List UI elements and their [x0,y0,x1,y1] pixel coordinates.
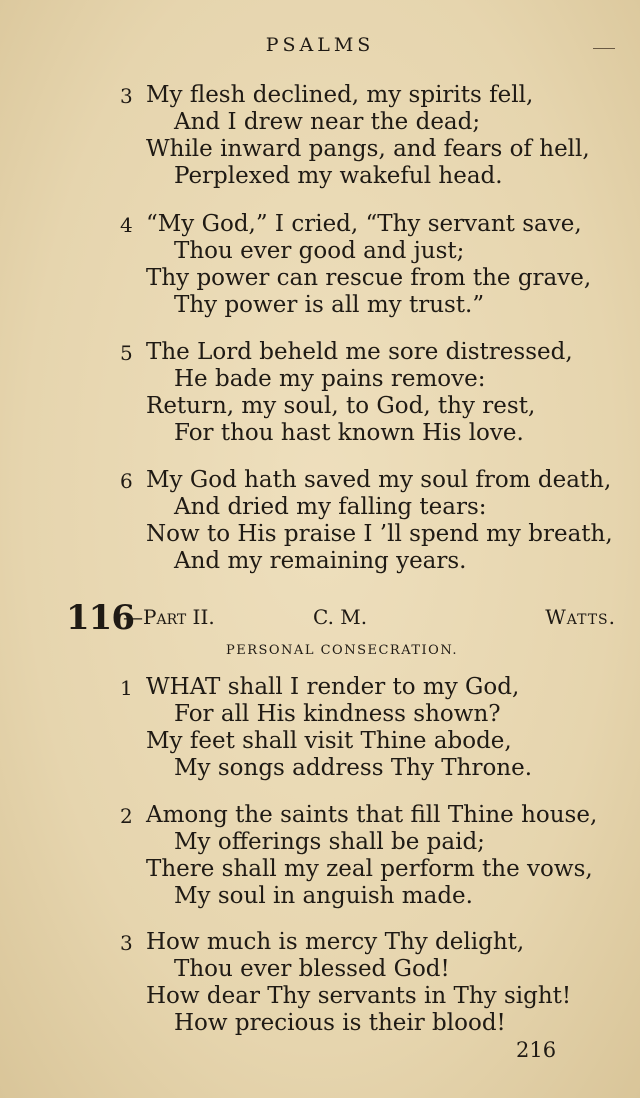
verse-line: How precious is their blood! [174,1010,506,1036]
verse-line: How much is mercy Thy delight, [146,929,525,955]
verse-line: “My God,” I cried, “Thy servant save, [146,211,582,237]
page-header: PSALMS [265,34,375,56]
verse-line: Thy power can rescue from the grave, [146,265,592,291]
hymn-number: 116 [66,598,134,638]
verse-line: Perplexed my wakeful head. [174,163,503,189]
hymn-part: —Part II. [123,605,215,629]
verse-line: My feet shall visit Thine abode, [146,728,512,754]
verse-line: My soul in anguish made. [174,883,473,909]
hymn-subtitle: PERSONAL CONSECRATION. [225,643,459,658]
verse-line: And I drew near the dead; [174,109,481,135]
verse-line: Now to His praise I ’ll spend my breath, [146,521,613,547]
hymn-heading [66,598,616,638]
verse-line: WHAT shall I render to my God, [146,674,520,700]
stanza-number: 3 [120,84,133,108]
stanza-number: 1 [120,676,133,700]
stanza-number: 6 [120,469,133,493]
stanza-number: 5 [120,341,133,365]
page-number: 216 [516,1038,557,1062]
verse-line: My songs address Thy Throne. [174,755,533,781]
stanza-number: 3 [120,931,133,955]
verse-line: Thou ever blessed God! [174,956,450,982]
verse-line: My offerings shall be paid; [174,829,485,855]
verse-line: Thy power is all my trust.” [174,292,485,318]
verse-line: My God hath saved my soul from death, [146,467,612,493]
hymn-meter: C. M. [313,605,368,629]
verse-line: He bade my pains remove: [174,366,486,392]
verse-line: And dried my falling tears: [174,494,487,520]
verse-line: The Lord beheld me sore distressed, [146,339,573,365]
stanza-number: 4 [120,213,133,237]
verse-line: There shall my zeal perform the vows, [146,856,593,882]
verse-line: Return, my soul, to God, thy rest, [146,393,536,419]
verse-line: Thou ever good and just; [174,238,465,264]
verse-line: For thou hast known His love. [174,420,524,446]
stanza-number: 2 [120,804,133,828]
hymn-author: Watts. [545,605,616,629]
verse-line: Among the saints that fill Thine house, [146,802,598,828]
verse-line: And my remaining years. [174,548,467,574]
verse-line: How dear Thy servants in Thy sight! [146,983,572,1009]
header-rule [593,48,615,49]
verse-line: While inward pangs, and fears of hell, [146,136,590,162]
verse-line: For all His kindness shown? [174,701,501,727]
verse-line: My flesh declined, my spirits fell, [146,82,534,108]
